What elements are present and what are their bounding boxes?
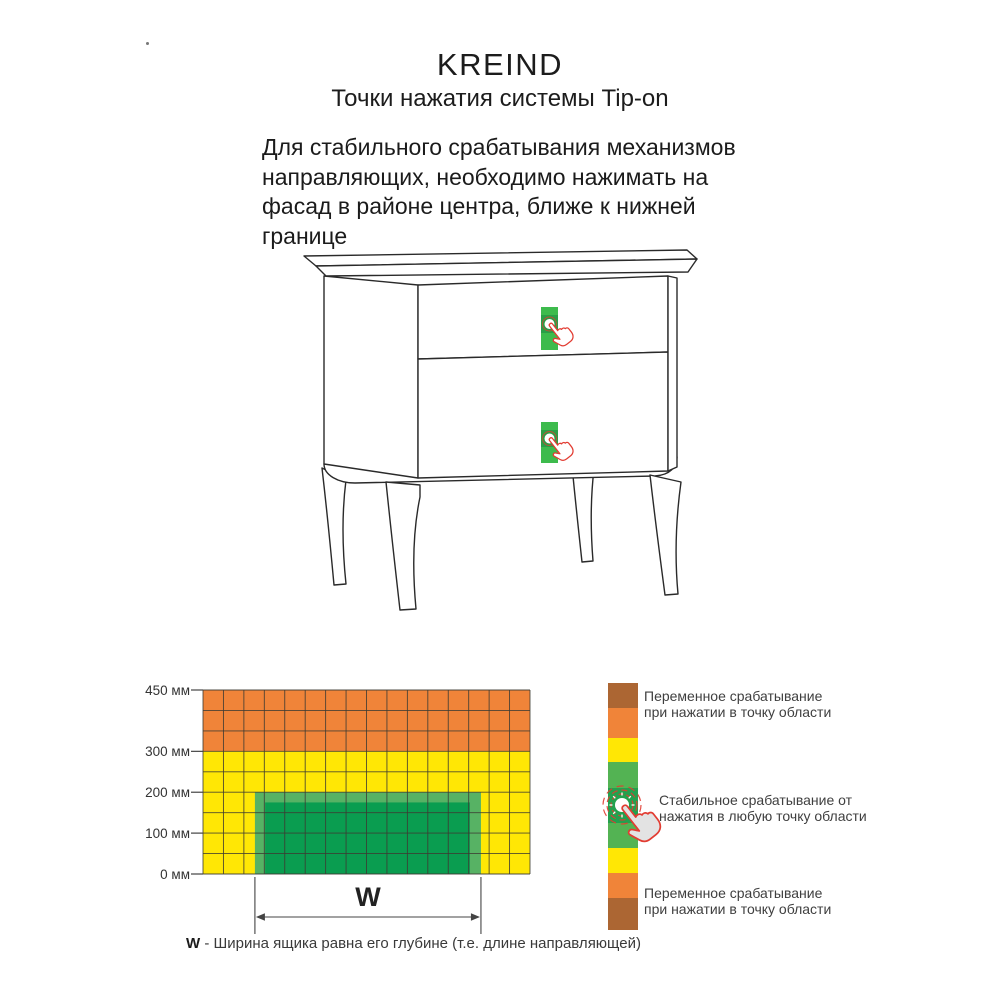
- nightstand-drawing: [240, 245, 770, 630]
- legend-entry-variable-top: [644, 689, 831, 720]
- chart-caption: [186, 935, 641, 952]
- legend-entry-line: при нажатии в точку области: [644, 900, 832, 917]
- legend-entry-line: Стабильное срабатывание от: [659, 792, 853, 808]
- legend-segment-yellow-top: [608, 738, 638, 762]
- legend-segment-brown-bottom: [608, 898, 638, 930]
- legend-entry-variable-bottom: [644, 886, 831, 917]
- legend-entry-line: нажатия в любую точку области: [659, 807, 867, 824]
- zone-stable-core: [265, 802, 470, 874]
- leg-back-left: [322, 468, 346, 585]
- width-dimension-label: W: [355, 882, 381, 912]
- legend-segment-orange-bottom: [608, 873, 638, 898]
- caption-w: W: [186, 935, 201, 952]
- intro-paragraph: Для стабильного срабатывания механизмов направляющих, необходимо нажимать на фасад в районе центра, ближе к нижней границе: [262, 134, 736, 249]
- arrowhead-left: [256, 913, 265, 921]
- legend-entry-line: при нажатии в точку области: [644, 703, 832, 720]
- side-panel-left: [324, 276, 418, 478]
- leg-front-left: [386, 482, 420, 610]
- axis-tick-label-100: 100 мм: [145, 826, 190, 841]
- page-subtitle: Точки нажатия системы Tip-on: [331, 85, 669, 112]
- leg-back-right: [572, 466, 594, 562]
- legend-entry-line: Переменное срабатывание: [644, 688, 823, 704]
- axis-tick-label-0: 0 мм: [160, 867, 190, 882]
- axis-tick-label-450: 450 мм: [145, 683, 190, 698]
- stray-dot: [146, 42, 149, 45]
- legend-entry-stable: [659, 793, 867, 824]
- arrowhead-right: [471, 913, 480, 921]
- legend-segment-brown-top: [608, 683, 638, 708]
- axis-tick-label-200: 200 мм: [145, 785, 190, 800]
- legend-entry-line: Переменное срабатывание: [644, 885, 823, 901]
- side-edge-right: [668, 276, 677, 471]
- caption-text: - Ширина ящика равна его глубине (т.е. длине направляющей): [200, 935, 641, 952]
- brand-title: KREIND: [436, 47, 564, 82]
- leg-front-right: [650, 475, 681, 595]
- axis-tick-label-300: 300 мм: [145, 744, 190, 759]
- legend-segment-orange-top: [608, 708, 638, 738]
